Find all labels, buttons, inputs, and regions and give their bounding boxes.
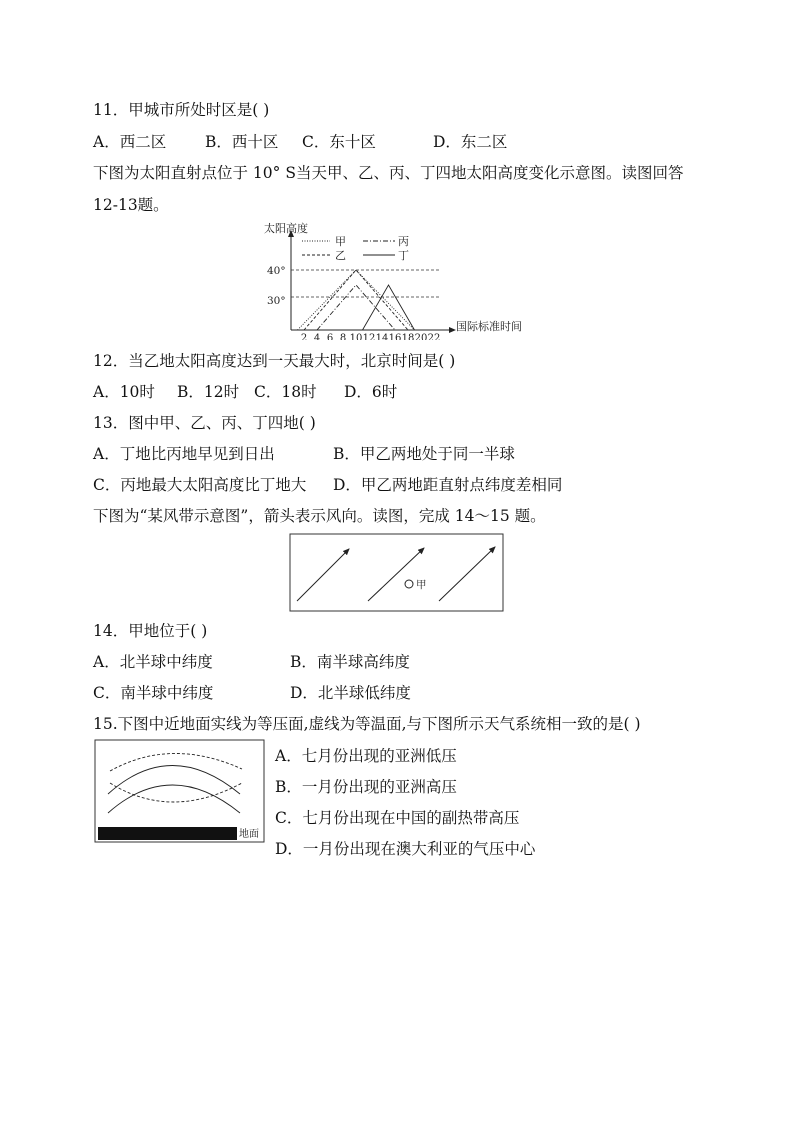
x-tick-20: 20 <box>414 333 428 340</box>
x-tick-8: 8 <box>339 333 347 340</box>
series-line-2 <box>317 285 395 330</box>
q11-option-c: C．东十区 <box>302 133 376 151</box>
q14-option-c: C．南半球中纬度 <box>93 684 214 702</box>
chart-xlabel: 国际标准时间 <box>456 320 522 333</box>
sun-altitude-chart <box>262 220 552 340</box>
legend-label-jia: 甲 <box>335 235 346 248</box>
isotherm-upper <box>110 753 242 771</box>
legend-label-yi: 乙 <box>335 249 346 262</box>
q14-option-b: B．南半球高纬度 <box>290 653 410 671</box>
q13-option-c: C．丙地最大太阳高度比丁地大 <box>93 476 307 494</box>
q15-option-b: B．一月份出现的亚洲高压 <box>275 778 457 796</box>
isobar-figure <box>94 739 266 845</box>
q15-option-d: D．一月份出现在澳大利亚的气压中心 <box>275 840 536 858</box>
q14-stem: 14．甲地位于( ) <box>93 622 208 640</box>
q12-option-d: D．6时 <box>344 383 398 401</box>
wind-arrow-1 <box>297 549 349 601</box>
q11-stem: 11．甲城市所处时区是( ) <box>93 101 270 119</box>
q13-option-b: B．甲乙两地处于同一半球 <box>333 445 515 463</box>
chart-ytick-40: 40° <box>267 265 286 277</box>
intro-14-15: 下图为“某风带示意图”，箭头表示风向。读图，完成 14～15 题。 <box>93 507 546 525</box>
chart-ylabel: 太阳高度 <box>264 222 308 235</box>
q13-option-a: A．丁地比丙地早见到日出 <box>93 445 275 463</box>
q15-option-c: C．七月份出现在中国的副热带高压 <box>275 809 520 827</box>
x-tick-12: 12 <box>362 333 376 340</box>
wind-arrow-3 <box>439 547 495 601</box>
q12-option-a: A．10时 <box>93 383 155 401</box>
chart-x-arrow <box>449 327 456 333</box>
wind-figure-frame <box>290 534 503 611</box>
location-marker-jia <box>405 580 413 588</box>
q12-option-b: B．12时 <box>177 383 240 401</box>
q11-option-d: D．东二区 <box>433 133 508 151</box>
x-tick-16: 16 <box>388 333 402 340</box>
isotherm-lower <box>110 783 242 802</box>
series-line-3 <box>363 285 415 330</box>
q15-stem: 15.下图中近地面实线为等压面,虚线为等温面,与下图所示天气系统相一致的是( ) <box>93 715 641 733</box>
isobar-upper <box>108 766 240 795</box>
q13-option-d: D．甲乙两地距直射点纬度差相同 <box>333 476 563 494</box>
chart-x-ticks <box>301 333 441 340</box>
isobar-lower <box>108 785 240 813</box>
x-tick-6: 6 <box>326 333 334 340</box>
x-tick-22: 22 <box>427 333 441 340</box>
intro-12-13-line2: 12-13题。 <box>93 196 169 214</box>
ground-bar <box>98 827 237 840</box>
legend-label-bing: 丙 <box>398 235 409 248</box>
series-line-1 <box>304 270 408 330</box>
isobar-figure-frame <box>95 740 264 842</box>
x-tick-18: 18 <box>401 333 415 340</box>
location-label-jia: 甲 <box>416 579 427 591</box>
q14-option-d: D．北半球低纬度 <box>290 684 411 702</box>
intro-12-13-line1: 下图为太阳直射点位于 10° S当天甲、乙、丙、丁四地太阳高度变化示意图。读图回答 <box>93 164 684 182</box>
q14-option-a: A．北半球中纬度 <box>93 653 213 671</box>
wind-belt-figure <box>289 533 505 613</box>
chart-series <box>298 270 415 330</box>
q12-stem: 12．当乙地太阳高度达到一天最大时，北京时间是( ) <box>93 352 456 370</box>
chart-ytick-30: 30° <box>267 295 286 307</box>
legend-label-ding: 丁 <box>398 249 409 262</box>
q11-option-b: B．西十区 <box>205 133 279 151</box>
x-tick-14: 14 <box>375 333 389 340</box>
q15-option-a: A．七月份出现的亚洲低压 <box>275 747 457 765</box>
x-tick-10: 10 <box>349 333 363 340</box>
q13-stem: 13．图中甲、乙、丙、丁四地( ) <box>93 414 316 432</box>
x-tick-2: 2 <box>300 333 308 340</box>
q11-option-a: A．西二区 <box>93 133 167 151</box>
x-tick-4: 4 <box>313 333 321 340</box>
wind-arrow-2 <box>368 548 424 601</box>
ground-label: 地面 <box>239 829 259 840</box>
q12-option-c: C．18时 <box>254 383 317 401</box>
